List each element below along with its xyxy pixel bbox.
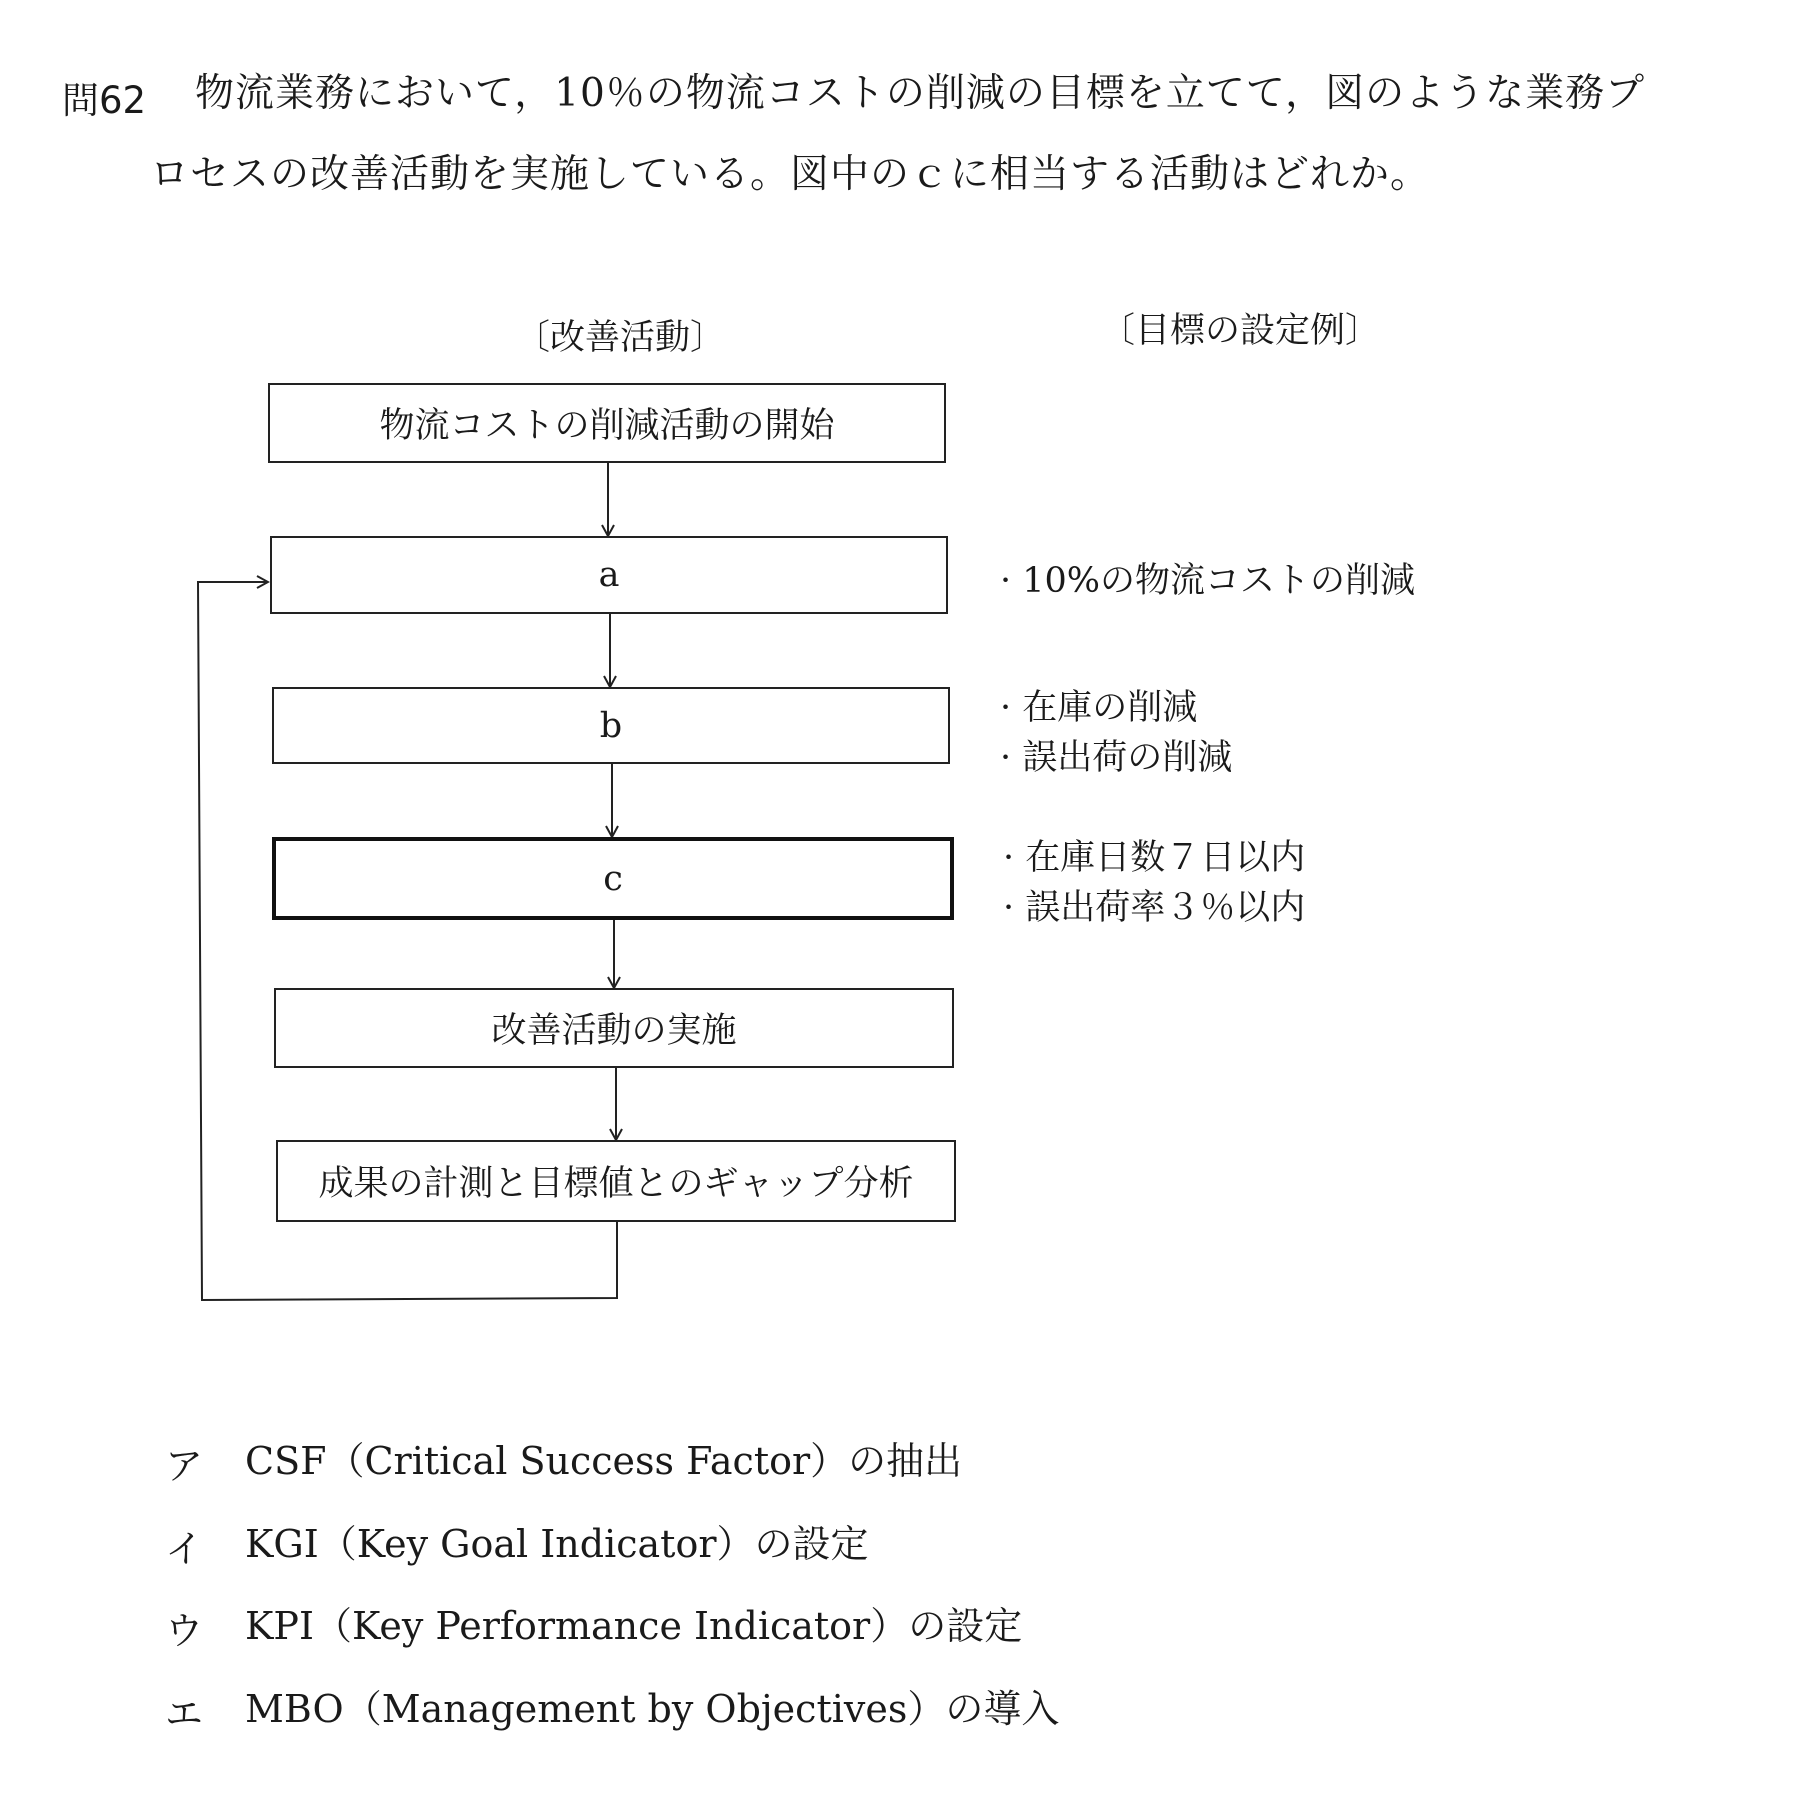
question-number: 問62 [62, 79, 147, 122]
flow-step-a: a [270, 536, 948, 614]
option-b-label: イ [165, 1527, 204, 1571]
question-text-line-1: 物流業務において，10％の物流コストの削減の目標を立てて，図のような業務プ [195, 71, 1646, 116]
flow-step-c: c [272, 837, 954, 920]
flow-step-gap-analysis: 成果の計測と目標値とのギャップ分析 [276, 1140, 956, 1222]
option-c-label: ウ [165, 1609, 204, 1653]
goal-c-line-1: · 在庫日数７日以内 [1003, 838, 1306, 878]
flow-step-start: 物流コストの削減活動の開始 [268, 383, 946, 463]
option-d-text: MBO（Management by Objectives）の導入 [245, 1687, 1060, 1731]
option-d-label: エ [165, 1692, 204, 1736]
flow-step-implementation: 改善活動の実施 [274, 988, 954, 1068]
flow-step-b: b [272, 687, 950, 764]
goal-b-line-1: · 在庫の削減 [1000, 688, 1198, 728]
option-b-text: KGI（Key Goal Indicator）の設定 [245, 1522, 869, 1566]
goal-example-heading: 〔目標の設定例〕 [1100, 311, 1381, 351]
goal-a-line-1: · 10%の物流コストの削減 [1000, 561, 1416, 601]
improvement-activity-heading: 〔改善活動〕 [515, 318, 726, 358]
goal-c-line-2: · 誤出荷率３％以内 [1003, 888, 1306, 928]
option-a-label: ア [165, 1444, 204, 1488]
question-text-line-2: ロセスの改善活動を実施している。図中のｃに相当する活動はどれか。 [150, 152, 1431, 197]
option-c-text: KPI（Key Performance Indicator）の設定 [245, 1604, 1023, 1648]
goal-b-line-2: · 誤出荷の削減 [1000, 738, 1233, 778]
option-a-text: CSF（Critical Success Factor）の抽出 [245, 1439, 963, 1483]
